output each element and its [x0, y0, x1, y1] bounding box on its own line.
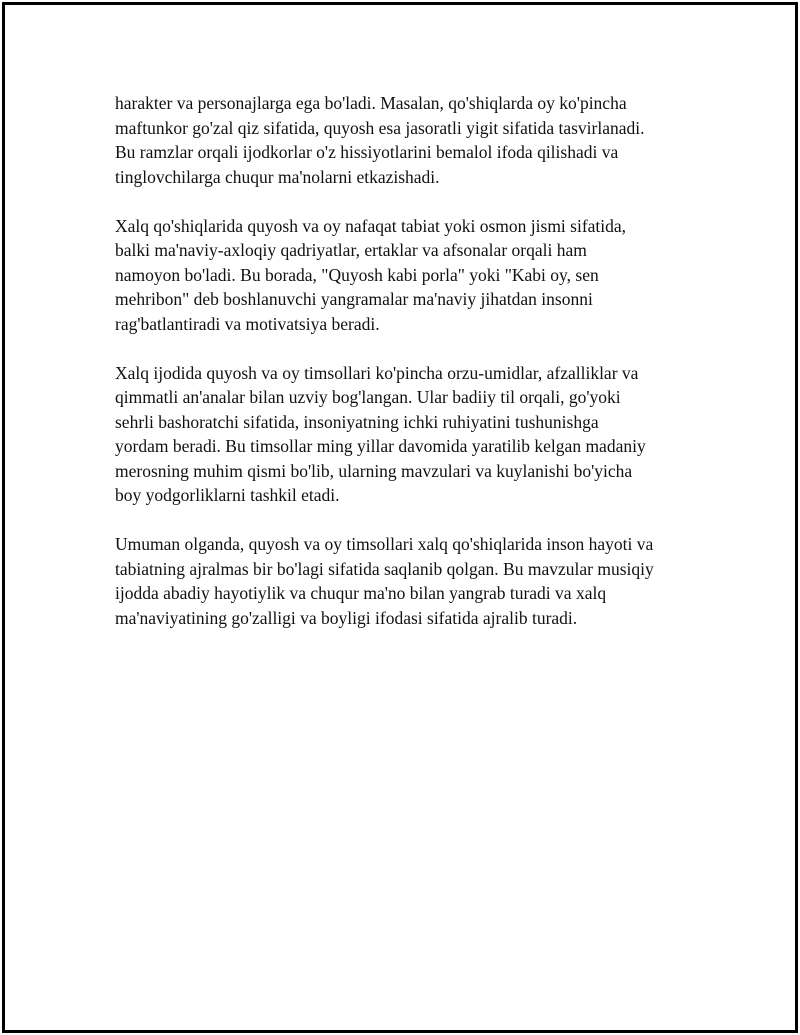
- text-line: namoyon bo'ladi. Bu borada, "Quyosh kabi porla" yoki "Kabi oy, sen: [115, 264, 599, 285]
- text-line: tinglovchilarga chuqur ma'nolarni etkazishadi.: [115, 166, 440, 187]
- text-line: ma'naviyatining go'zalligi va boyligi ifodasi sifatida ajralib turadi.: [115, 607, 578, 628]
- text-line: ijodda abadiy hayotiylik va chuqur ma'no bilan yangrab turadi va xalq: [115, 583, 607, 603]
- text-line: rag'batlantiradi va motivatsiya beradi.: [115, 313, 380, 334]
- paragraph-4: [115, 532, 690, 630]
- text-line: harakter va personajlarga ega bo'ladi. Masalan, qo'shiqlarda oy ko'pincha: [115, 93, 627, 113]
- text-line: mehribon" deb boshlanuvchi yangramalar ma'naviy jihatdan insonni: [115, 289, 593, 309]
- text-line: maftunkor go'zal qiz sifatida, quyosh esa jasoratli yigit sifatida tasvirlanadi.: [115, 117, 645, 138]
- text-line: sehrli bashoratchi sifatida, insoniyatning ichki ruhiyatini tushunishga: [115, 411, 599, 432]
- text-line: merosning muhim qismi bo'lib, ularning mavzulari va kuylanishi bo'yicha: [115, 460, 633, 481]
- paragraph-1: [115, 91, 690, 189]
- text-line: Bu ramzlar orqali ijodkorlar o'z hissiyotlarini bemalol ifoda qilishadi va: [115, 142, 619, 162]
- paragraph-3: [115, 361, 690, 508]
- text-line: qimmatli an'analar bilan uzviy bog'langan. Ular badiiy til orqali, go'yoki: [115, 387, 621, 407]
- text-line: balki ma'naviy-axloqiy qadriyatlar, ertaklar va afsonalar orqali ham: [115, 240, 587, 260]
- text-line: Xalq qo'shiqlarida quyosh va oy nafaqat tabiat yoki osmon jismi sifatida,: [115, 215, 627, 236]
- text-line: yordam beradi. Bu timsollar ming yillar davomida yaratilib kelgan madaniy: [115, 436, 646, 456]
- text-line: boy yodgorliklarni tashkil etadi.: [115, 485, 340, 505]
- text-line: Umuman olganda, quyosh va oy timsollari xalq qo'shiqlarida inson hayoti va: [115, 534, 654, 554]
- paragraph-2: [115, 214, 690, 337]
- text-line: tabiatning ajralmas bir bo'lagi sifatida saqlanib qolgan. Bu mavzular musiqiy: [115, 558, 654, 579]
- text-line: Xalq ijodida quyosh va oy timsollari ko'pincha orzu-umidlar, afzalliklar va: [115, 362, 639, 383]
- document-body: [115, 91, 690, 655]
